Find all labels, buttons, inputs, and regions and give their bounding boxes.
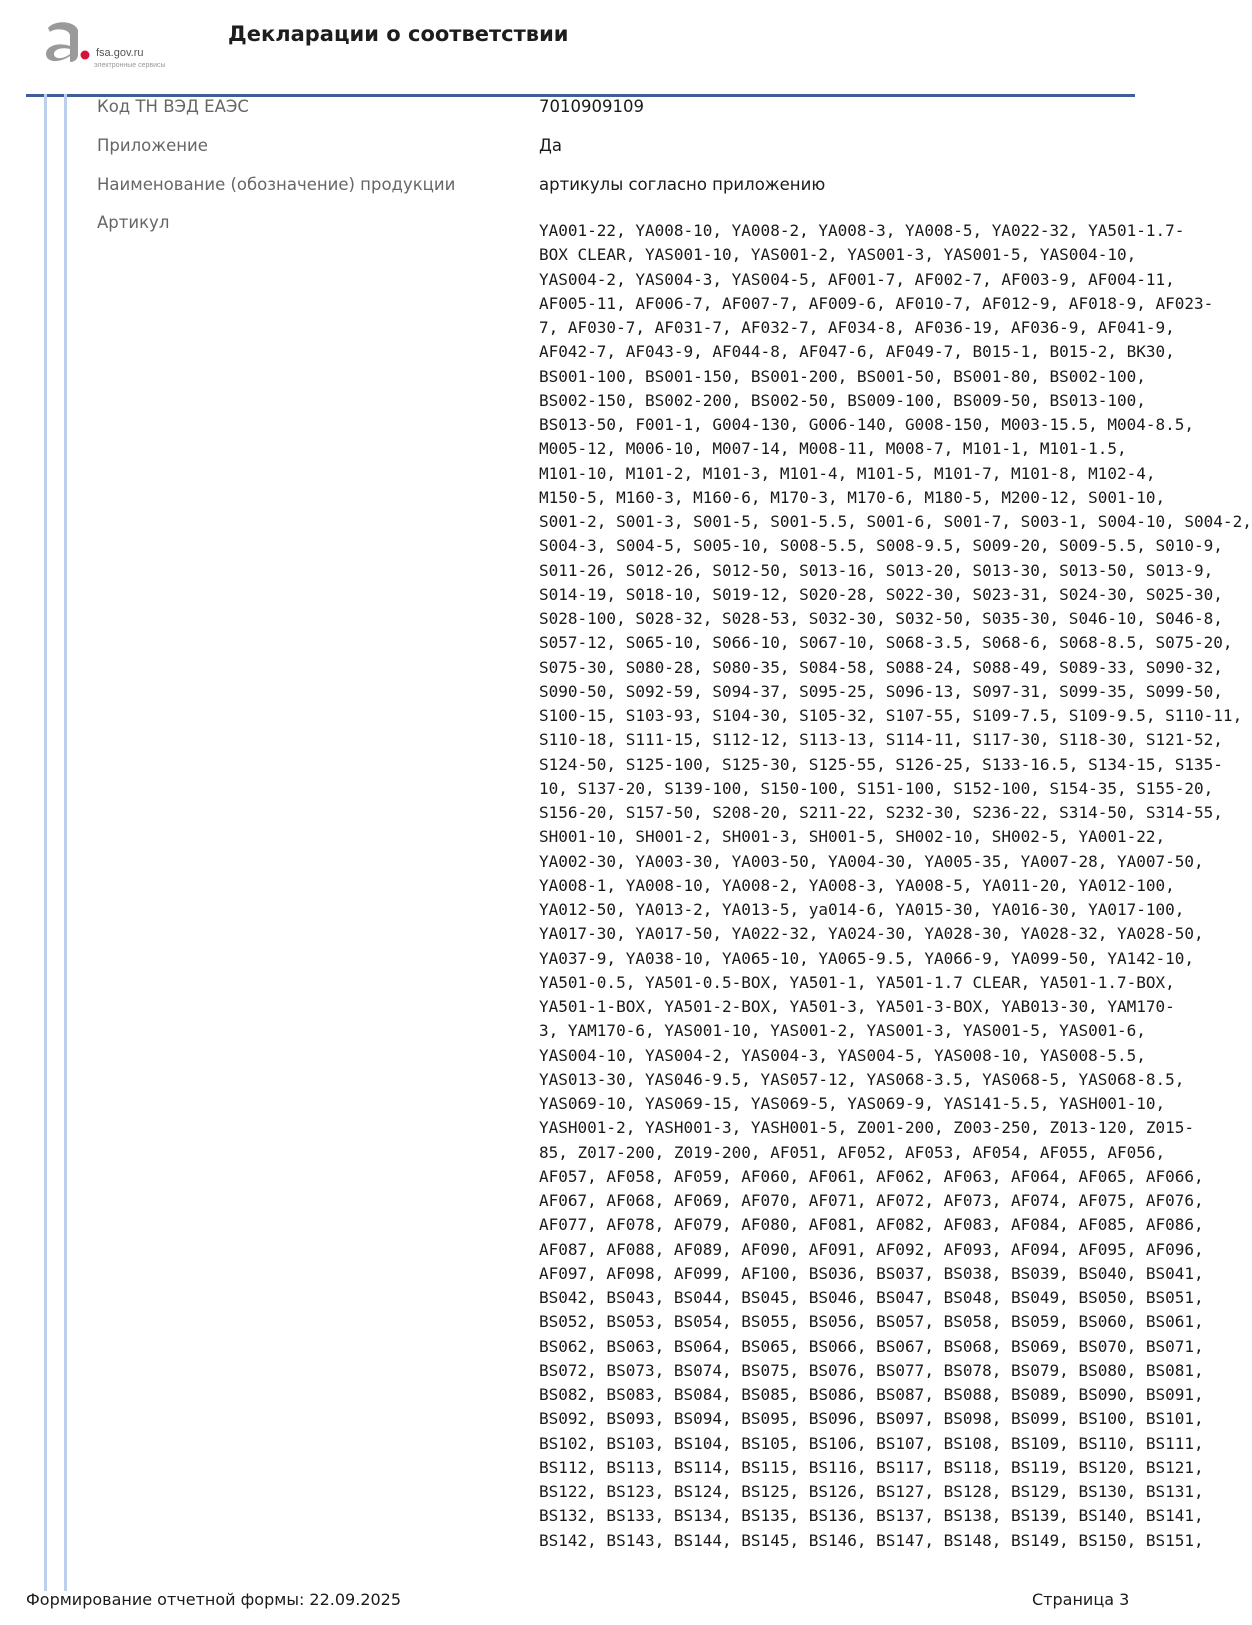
appendix-value: Да xyxy=(539,136,563,155)
product-name-label: Наименование (обозначение) продукции xyxy=(97,175,456,194)
tnved-label: Код ТН ВЭД ЕАЭС xyxy=(97,97,249,116)
fsa-logo xyxy=(40,18,190,72)
left-border-line-inner xyxy=(64,94,67,1591)
generated-date: Формирование отчетной формы: 22.09.2025 xyxy=(26,1590,402,1609)
page-number: Страница 3 xyxy=(1032,1590,1130,1609)
appendix-label: Приложение xyxy=(97,136,208,155)
left-border-line xyxy=(44,94,47,1591)
fsa-logo-icon xyxy=(40,18,100,72)
article-label: Артикул xyxy=(97,213,170,232)
product-name-value: артикулы согласно приложению xyxy=(539,175,826,194)
logo-subtitle: электронные сервисы xyxy=(94,62,166,69)
tnved-value: 7010909109 xyxy=(539,97,644,116)
page-title: Декларации о соответствии xyxy=(228,22,569,46)
logo-domain: fsa.gov.ru xyxy=(96,47,144,59)
article-value: YA001-22, YA008-10, YA008-2, YA008-3, YA008-5, YA022-32, YA501-1.7- BOX CLEAR, YAS001-10, YAS001-2, YAS001-3, YAS001-5, YAS004-10, YAS004-2, YAS004-3, YAS004-5, AF001-7, AF002-7, AF003-9, AF004-11, AF005-11, AF006-7, AF007-7, AF009-6, AF010-7, AF012-9, AF018-9, AF023- 7, AF030-7, AF031-7, AF032-7, AF034-8, AF036-19, AF036-9, AF041-9, AF042-7, AF043-9, AF044-8, AF047-6, AF049-7, B015-1, B015-2, BK30, BS001-100, BS001-150, BS001-200, BS001-50, BS001-80, BS002-100, BS002-150, BS002-200, BS002-50, BS009-100, BS009-50, BS013-100, BS013-50, F001-1, G004-130, G006-140, G008-150, M003-15.5, M004-8.5, M005-12, M006-10, M007-14, M008-11, M008-7, M101-1, M101-1.5, M101-10, M101-2, M101-3, M101-4, M101-5, M101-7, M101-8, M102-4, M150-5, M160-3, M160-6, M170-3, M170-6, M180-5, M200-12, S001-10, S001-2, S001-3, S001-5, S001-5.5, S001-6, S001-7, S003-1, S004-10, S004-2, S004-3, S004-5, S005-10, S008-5.5, S008-9.5, S009-20, S009-5.5, S010-9, S011-26, S012-26, S012-50, S013-16, S013-20, S013-30, S013-50, S013-9, S014-19, S018-10, S019-12, S020-28, S022-30, S023-31, S024-30, S025-30, S028-100, S028-32, S028-53, S032-30, S032-50, S035-30, S046-10, S046-8, S057-12, S065-10, S066-10, S067-10, S068-3.5, S068-6, S068-8.5, S075-20, S075-30, S080-28, S080-35, S084-58, S088-24, S088-49, S089-33, S090-32, S090-50, S092-59, S094-37, S095-25, S096-13, S097-31, S099-35, S099-50, S100-15, S103-93, S104-30, S105-32, S107-55, S109-7.5, S109-9.5, S110-11, S110-18, S111-15, S112-12, S113-13, S114-11, S117-30, S118-30, S121-52, S124-50, S125-100, S125-30, S125-55, S126-25, S133-16.5, S134-15, S135- 10, S137-20, S139-100, S150-100, S151-100, S152-100, S154-35, S155-20, S156-20, S157-50, S208-20, S211-22, S232-30, S236-22, S314-50, S314-55, SH001-10, SH001-2, SH001-3, SH001-5, SH002-10, SH002-5, YA001-22, YA002-30, YA003-30, YA003-50, YA004-30, YA005-35, YA007-28, YA007-50, YA008-1, YA008-10, YA008-2, YA008-3, YA008-5, YA011-20, YA012-100, YA012-50, YA013-2, YA013-5, ya014-6, YA015-30, YA016-30, YA017-100, YA017-30, YA017-50, YA022-32, YA024-30, YA028-30, YA028-32, YA028-50, YA037-9, YA038-10, YA065-10, YA065-9.5, YA066-9, YA099-50, YA142-10, YA501-0.5, YA501-0.5-BOX, YA501-1, YA501-1.7 CLEAR, YA501-1.7-BOX, YA501-1-BOX, YA501-2-BOX, YA501-3, YA501-3-BOX, YAB013-30, YAM170- 3, YAM170-6, YAS001-10, YAS001-2, YAS001-3, YAS001-5, YAS001-6, YAS004-10, YAS004-2, YAS004-3, YAS004-5, YAS008-10, YAS008-5.5, YAS013-30, YAS046-9.5, YAS057-12, YAS068-3.5, YAS068-5, YAS068-8.5, YAS069-10, YAS069-15, YAS069-5, YAS069-9, YAS141-5.5, YASH001-10, YASH001-2, YASH001-3, YASH001-5, Z001-200, Z003-250, Z013-120, Z015- 85, Z017-200, Z019-200, AF051, AF052, AF053, AF054, AF055, AF056, AF057, AF058, AF059, AF060, AF061, AF062, AF063, AF064, AF065, AF066, AF067, AF068, AF069, AF070, AF071, AF072, AF073, AF074, AF075, AF076, AF077, AF078, AF079, AF080, AF081, AF082, AF083, AF084, AF085, AF086, AF087, AF088, AF089, AF090, AF091, AF092, AF093, AF094, AF095, AF096, AF097, AF098, AF099, AF100, BS036, BS037, BS038, BS039, BS040, BS041, BS042, BS043, BS044, BS045, BS046, BS047, BS048, BS049, BS050, BS051, BS052, BS053, BS054, BS055, BS056, BS057, BS058, BS059, BS060, BS061, BS062, BS063, BS064, BS065, BS066, BS067, BS068, BS069, BS070, BS071, BS072, BS073, BS074, BS075, BS076, BS077, BS078, BS079, BS080, BS081, BS082, BS083, BS084, BS085, BS086, BS087, BS088, BS089, BS090, BS091, BS092, BS093, BS094, BS095, BS096, BS097, BS098, BS099, BS100, BS101, BS102, BS103, BS104, BS105, BS106, BS107, BS108, BS109, BS110, BS111, BS112, BS113, BS114, BS115, BS116, BS117, BS118, BS119, BS120, BS121, BS122, BS123, BS124, BS125, BS126, BS127, BS128, BS129, BS130, BS131, BS132, BS133, BS134, BS135, BS136, BS137, BS138, BS139, BS140, BS141, BS142, BS143, BS144, BS145, BS146, BS147, BS148, BS149, BS150, BS151, xyxy=(539,221,1252,1550)
